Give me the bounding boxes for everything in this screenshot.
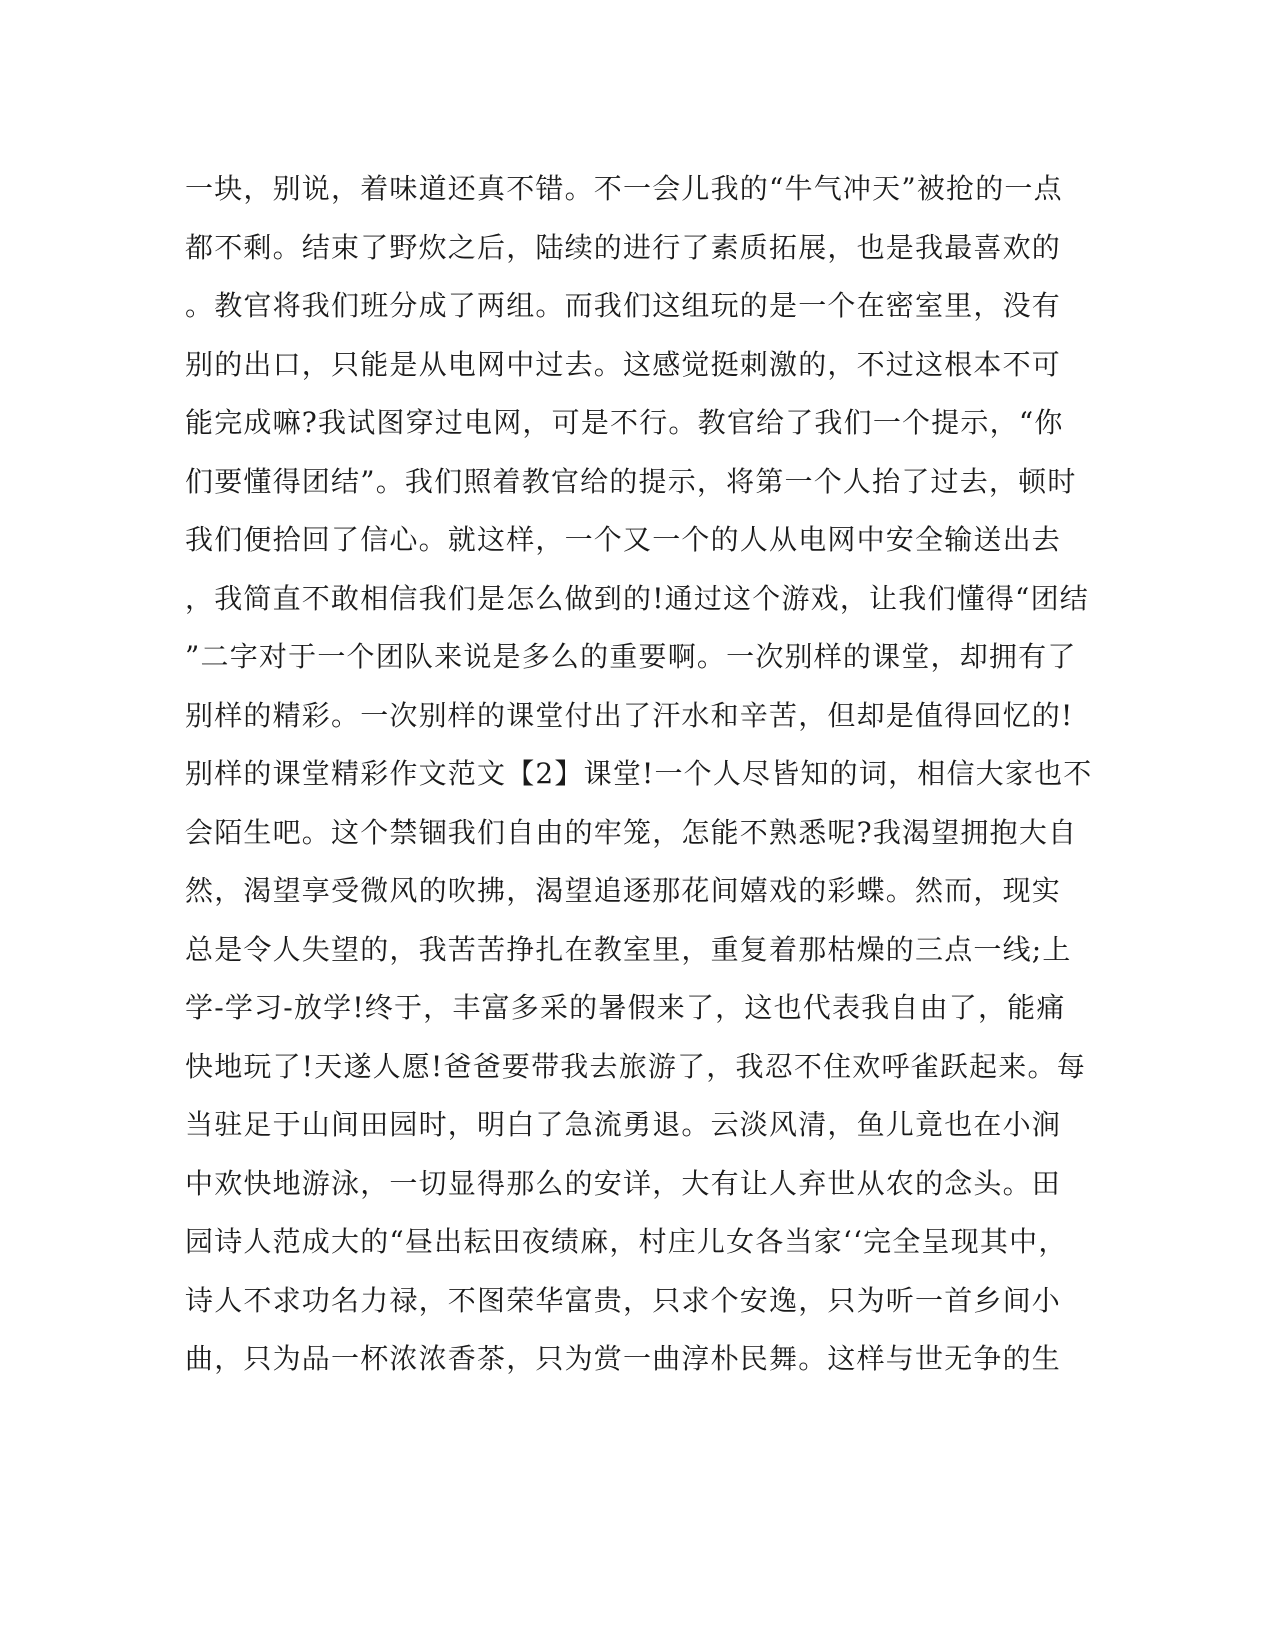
- text-line-12: 会陌生吧。这个禁锢我们自由的牢笼，怎能不熟悉呢?我渴望拥抱大自: [185, 815, 1078, 849]
- text-line-14: 总是令人失望的，我苦苦挣扎在教室里，重复着那枯燥的三点一线;上: [185, 932, 1072, 966]
- text-line-1: 一块，别说，着味道还真不错。不一会儿我的“牛气冲天”被抢的一点: [185, 172, 1063, 205]
- text-line-21: 曲，只为品一杯浓浓香茶，只为赏一曲淳朴民舞。这样与世无争的生: [185, 1342, 1062, 1375]
- text-line-6: 们要懂得团结”。我们照着教官给的提示，将第一个人抬了过去，顿时: [185, 464, 1077, 498]
- text-line-10: 别样的精彩。一次别样的课堂付出了汗水和辛苦，但却是值得回忆的!: [185, 698, 1074, 732]
- text-line-3: 。教官将我们班分成了两组。而我们这组玩的是一个在密室里，没有: [185, 289, 1062, 322]
- text-line-2: 都不剩。结束了野炊之后，陆续的进行了素质拓展，也是我最喜欢的: [185, 230, 1062, 264]
- text-line-13: 然，渴望享受微风的吹拂，渴望追逐那花间嬉戏的彩蝶。然而，现实: [185, 874, 1062, 907]
- text-line-5: 能完成嘛?我试图穿过电网，可是不行。教官给了我们一个提示，“你: [185, 406, 1064, 439]
- text-line-19: 园诗人范成大的“昼出耘田夜绩麻，村庄儿女各当家‘‘完全呈现其中，: [185, 1225, 1068, 1258]
- body-text: [185, 160, 1093, 1389]
- text-line-16: 快地玩了!天遂人愿!爸爸要带我去旅游了，我忍不住欢呼雀跃起来。每: [185, 1049, 1086, 1083]
- text-line-7: 我们便拾回了信心。就这样，一个又一个的人从电网中安全输送出去: [185, 523, 1062, 556]
- text-line-17: 当驻足于山间田园时，明白了急流勇退。云淡风清，鱼儿竟也在小涧: [185, 1108, 1062, 1141]
- text-line-4: 别的出口，只能是从电网中过去。这感觉挺刺激的，不过这根本不可: [185, 347, 1062, 381]
- text-line-18: 中欢快地游泳，一切显得那么的安详，大有让人弃世从农的念头。田: [185, 1166, 1062, 1200]
- text-line-15: 学-学习-放学!终于，丰富多采的暑假来了，这也代表我自由了，能痛: [185, 991, 1066, 1024]
- text-line-8: ，我简直不敢相信我们是怎么做到的!通过这个游戏，让我们懂得“团结: [185, 581, 1089, 615]
- text-line-20: 诗人不求功名力禄，不图荣华富贵，只求个安逸，只为听一首乡间小: [185, 1283, 1062, 1317]
- text-line-9: ”二字对于一个团队来说是多么的重要啊。一次别样的课堂，却拥有了: [185, 640, 1077, 673]
- text-line-11: 别样的课堂精彩作文范文【2】课堂!一个人尽皆知的词，相信大家也不: [185, 757, 1093, 790]
